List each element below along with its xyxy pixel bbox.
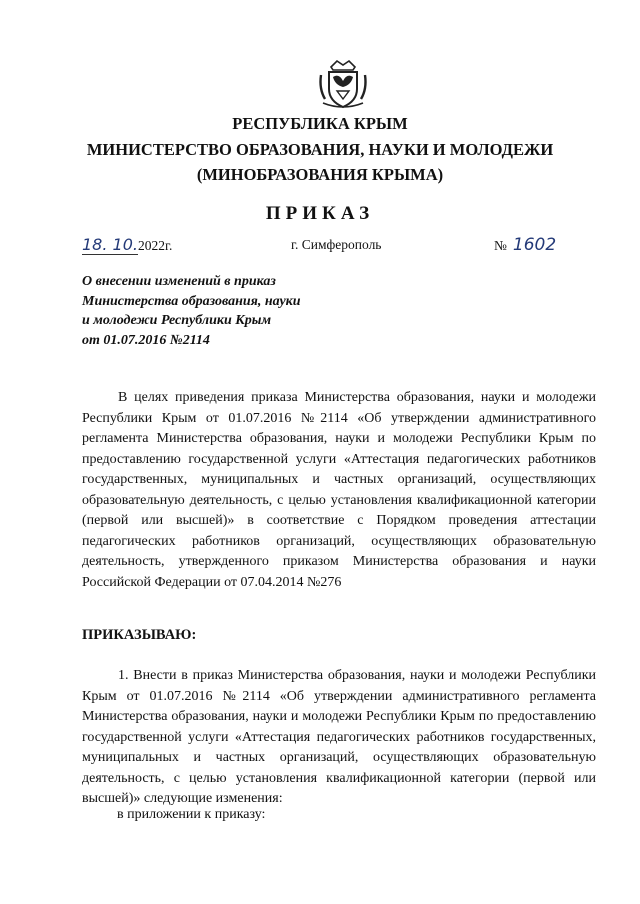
date-suffix: 2022г.: [137, 238, 173, 253]
document-type-title: ПРИКАЗ: [265, 203, 375, 224]
subject-line: О внесении изменений в приказ: [82, 274, 276, 289]
ministry-heading: МИНИСТЕРСТВО ОБРАЗОВАНИЯ, НАУКИ И МОЛОДЕЖИ: [86, 140, 554, 159]
item-1-subparagraph: в приложении к приказу:: [117, 807, 266, 822]
order-number: [494, 235, 556, 255]
coat-of-arms-emblem: [315, 55, 371, 111]
subject-line: от 01.07.2016 №2114: [82, 332, 210, 348]
republic-heading: РЕСПУБЛИКА КРЫМ: [232, 114, 408, 133]
item-1-paragraph: 1. Внести в приказ Министерства образования, науки и молодежи Республики Крым от 01.07.2016 №2114 «Об утверждении административного регламента Министерства образования, науки и молодежи Республики Крым по предоставлению государственной услуги «Аттестация педагогических работников государственных, муниципальных и частных организаций, осуществляющих образовательную деятельность, с целью установления квалификационной категории (первой или высшей)» следующие изменения:: [82, 668, 596, 806]
order-date: [82, 235, 172, 254]
number-handwritten: 1602: [512, 235, 557, 255]
ministry-short-heading: (МИНОБРАЗОВАНИЯ КРЫМА): [196, 165, 444, 184]
date-handwritten: 18. 10.: [82, 235, 138, 254]
order-word: ПРИКАЗЫВАЮ:: [82, 627, 197, 643]
preamble-paragraph: В целях приведения приказа Министерства образования, науки и молодежи Республики Крым от 01.07.2016 №2114 «Об утверждении административного регламента Министерства образования, науки и молодежи Республики Крым по предоставлению государственной услуги «Аттестация педагогических работников государственных, муниципальных и частных организаций, осуществляющих образовательную деятельность, с целью установления квалификационной категории (первой или высшей)» в соответствие с Порядком проведения аттестации педагогических работников организаций, осуществляющих образовательную деятельность, утвержденного приказом Министерства образования и науки Российской Федерации от 07.04.2014 №276: [82, 390, 596, 590]
order-subject: [82, 272, 382, 350]
number-sign: №: [494, 238, 507, 253]
date-line: [0, 235, 640, 259]
city-name: г. Симферополь: [291, 237, 382, 252]
subject-line: Министерства образования, науки: [82, 293, 301, 309]
subject-line: и молодежи Республики Крым: [82, 313, 272, 328]
